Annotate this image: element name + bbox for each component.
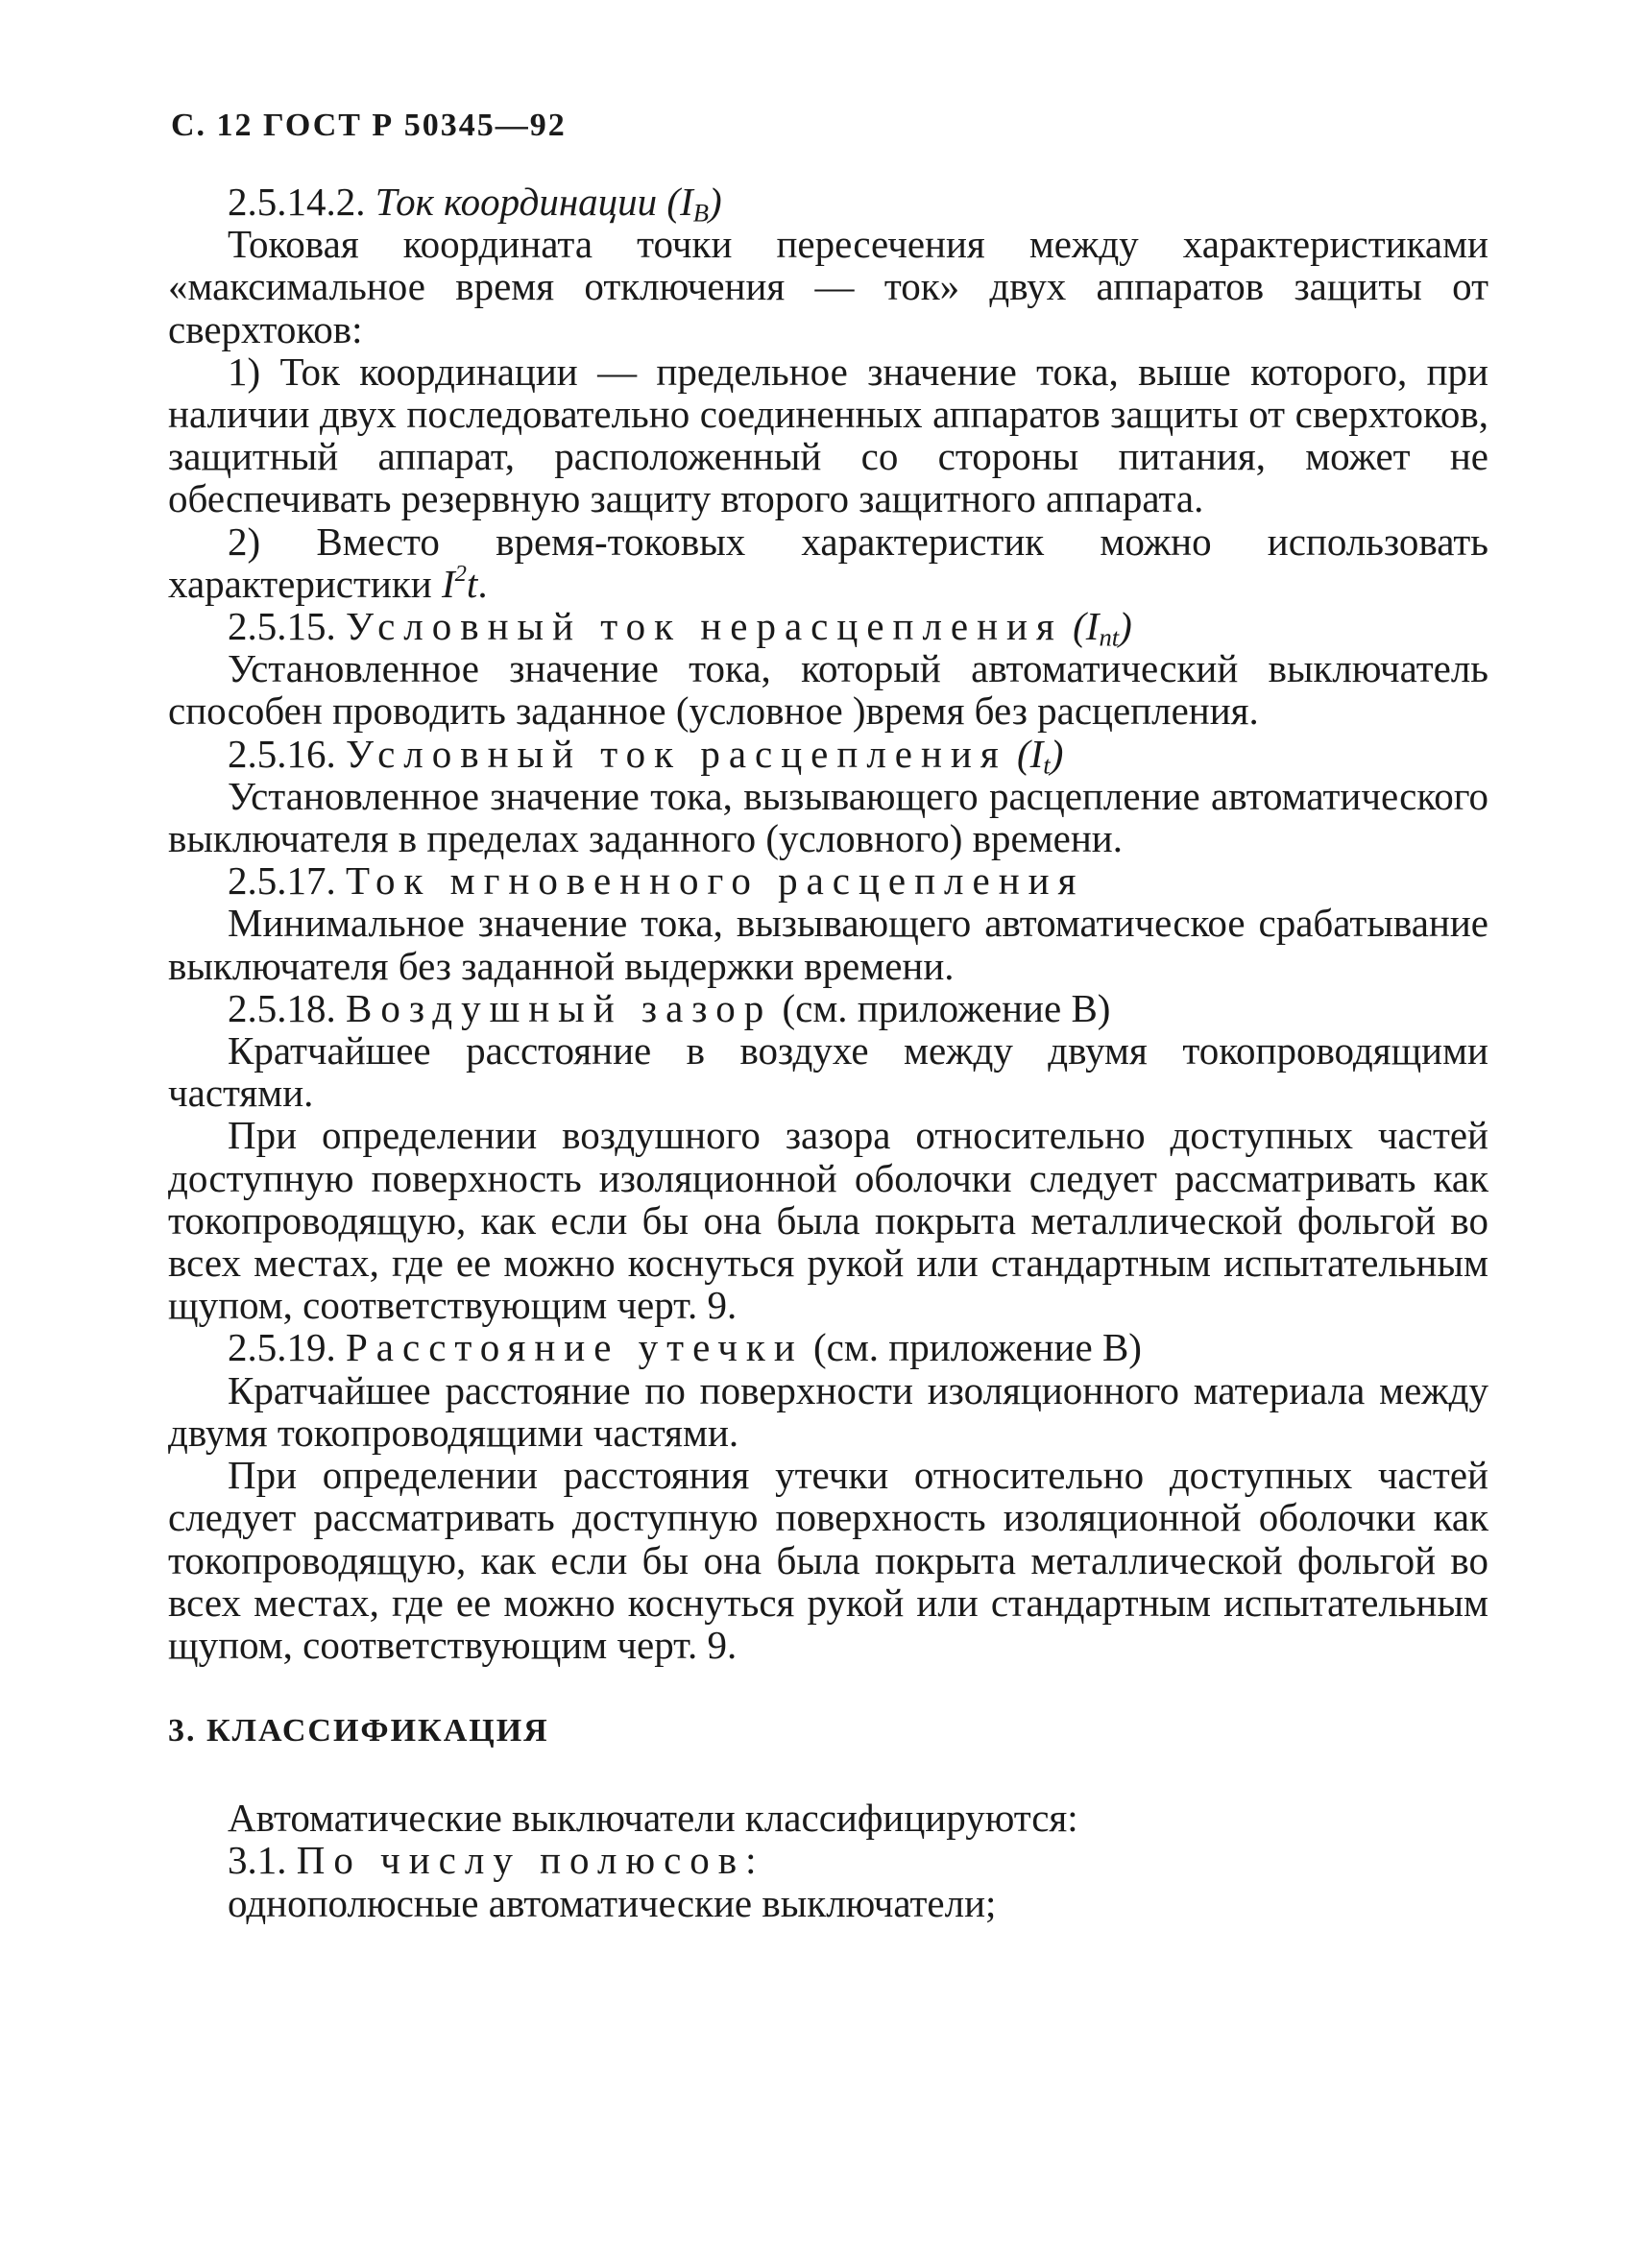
clause-2-5-19-text-2: При определении расстояния утечки относительно доступных частей следует рассматривать доступную поверхность изоляционной оболочки как токопроводящую, как если бы она была покрыта металлической фольгой во всех местах, где ее можно коснуться рукой или стандартным испытательным щупом, соответствующим черт. 9. xyxy=(168,1453,1488,1667)
section-3-heading: 3. КЛАССИФИКАЦИЯ xyxy=(168,1713,549,1749)
symbol-letter: I xyxy=(680,180,693,224)
clause-number: 2.5.17. xyxy=(228,858,336,904)
term-title: По числу полюсов: xyxy=(296,1838,765,1883)
section-3-intro: Автоматические выключатели классифицируются: xyxy=(228,1796,1078,1841)
symbol-subscript: B xyxy=(692,198,709,228)
appendix-reference: (см. приложение В) xyxy=(782,985,1111,1030)
clause-2-5-14-2-text: Токовая координата точки пересечения между характеристиками «максимальное время отключения — ток» двух аппаратов защиты от сверхтоков: xyxy=(168,222,1488,351)
appendix-reference: (см. приложение В) xyxy=(813,1325,1142,1370)
clause-2-5-19-text-1: Кратчайшее расстояние по поверхности изоляционного материала между двумя токопроводящими частями. xyxy=(168,1367,1488,1455)
formula-i2t: $I^2t$ xyxy=(441,560,478,606)
clause-number: 2.5.19. xyxy=(228,1325,336,1370)
clause-2-5-18-title xyxy=(168,987,1488,1029)
clause-2-5-19-title xyxy=(168,1326,1488,1368)
clause-3-1-item-1: однополюсные автоматические выключатели; xyxy=(228,1880,997,1925)
clause-2-5-14-2-note-1: 1) Ток координации — предельное значение тока, выше которого, при наличии двух последовательно соединенных аппаратов защиты от сверхтоков, защитный аппарат, расположенный со стороны питания, может не обеспечивать резервную защиту второго защитного аппарата. xyxy=(168,349,1488,521)
clause-2-5-14-2-title: 2.5.14.2. Ток координации $(I_B)$ xyxy=(228,180,722,228)
term-title: Условный ток нерасцепления xyxy=(346,604,1063,649)
clause-2-5-17-title xyxy=(168,859,1488,902)
term-title: Условный ток расцепления xyxy=(346,731,1007,776)
term-title: Расстояние утечки xyxy=(346,1325,804,1370)
clause-number: 2.5.14.2. xyxy=(228,180,366,224)
term-title: Ток мгновенного расцепления xyxy=(346,858,1085,904)
clause-number: 3.1. xyxy=(228,1838,287,1883)
page-header: С. 12 ГОСТ Р 50345—92 xyxy=(171,108,567,143)
clause-2-5-16-text: Установленное значение тока, вызывающего расцепление автоматического выключателя в пределах заданного (условного) времени. xyxy=(168,773,1488,861)
clause-2-5-18-text-1: Кратчайшее расстояние в воздухе между двумя токопроводящими частями. xyxy=(168,1028,1488,1116)
clause-number: 2.5.15. xyxy=(228,604,336,649)
clause-2-5-14-2-note-2: 2) Вместо время-токовых характеристик можно использовать характеристики $I^2t$. xyxy=(168,519,1488,606)
clause-2-5-18-text-2: При определении воздушного зазора относительно доступных частей доступную поверхность изоляционной оболочки следует рассматривать как токопроводящую, как если бы она была покрыта металлической фольгой во всех местах, где ее можно коснуться рукой или стандартным испытательным щупом, соответствующим черт. 9. xyxy=(168,1113,1488,1328)
clause-3-1-title xyxy=(168,1839,1488,1881)
clause-number: 2.5.18. xyxy=(228,985,336,1030)
term-title: Ток координации xyxy=(375,180,658,224)
clause-2-5-16-title: 2.5.16. Условный ток расцепления $(I_t)$ xyxy=(228,731,1064,780)
clause-number: 2.5.16. xyxy=(228,731,336,776)
document-body xyxy=(168,181,1488,1924)
clause-2-5-17-text: Минимальное значение тока, вызывающего автоматическое срабатывание выключателя без заданной выдержки времени. xyxy=(168,901,1488,988)
clause-2-5-15-title: 2.5.15. Условный ток нерасцепления $(I_{nt})$ xyxy=(228,604,1132,652)
term-title: Воздушный зазор xyxy=(346,985,773,1030)
clause-2-5-15-text: Установленное значение тока, который автоматический выключатель способен проводить заданное (условное )время без расцепления. xyxy=(168,646,1488,734)
